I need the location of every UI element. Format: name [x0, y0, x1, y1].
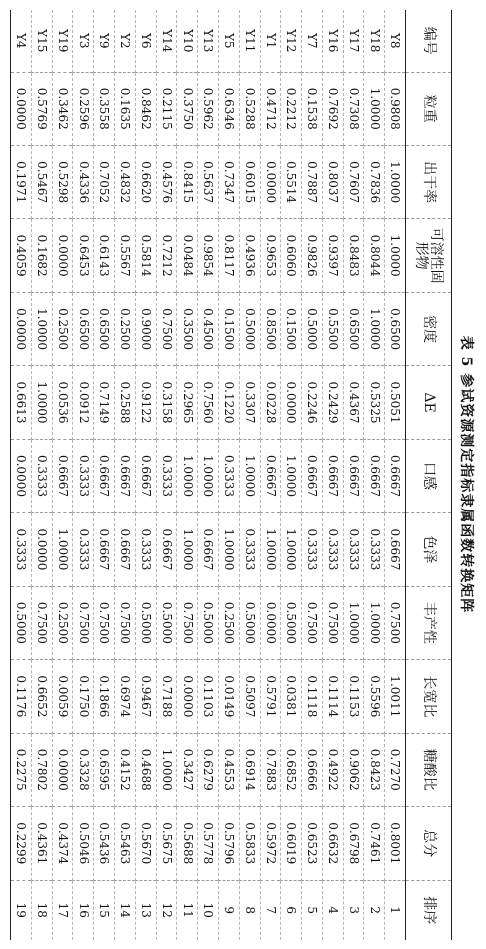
table-cell: 0.5637 — [198, 145, 219, 218]
table-row — [94, 10, 115, 940]
table-cell: 0.7500 — [302, 586, 323, 659]
table-cell: 0.3333 — [302, 513, 323, 586]
table-cell: 0.6500 — [385, 292, 406, 365]
table-cell: 0.0000 — [177, 660, 198, 733]
table-row — [52, 10, 73, 940]
table-cell: 0.8423 — [364, 733, 385, 806]
table-row — [260, 10, 281, 940]
table-cell: 0.3500 — [177, 292, 198, 365]
table-cell: 0.5000 — [11, 586, 32, 659]
table-cell: 0.1682 — [31, 219, 52, 292]
header-row — [406, 10, 452, 940]
table-cell: 0.4712 — [260, 72, 281, 145]
table-row — [343, 10, 364, 940]
table-cell: 0.0381 — [281, 660, 302, 733]
table-cell: 0.4152 — [115, 733, 136, 806]
table-row — [156, 10, 177, 940]
table-cell: 0.4361 — [31, 807, 52, 880]
table-cell: 0.0059 — [52, 660, 73, 733]
table-cell: 1.0000 — [364, 586, 385, 659]
table-cell: 0.7607 — [343, 145, 364, 218]
table-cell: 0.2212 — [281, 72, 302, 145]
column-header: 排序 — [406, 880, 452, 940]
table-cell: 0.7270 — [385, 733, 406, 806]
table-cell: 18 — [31, 880, 52, 940]
table-cell: 0.6500 — [343, 292, 364, 365]
table-cell: 2 — [364, 880, 385, 940]
table-cell: 0.7887 — [302, 145, 323, 218]
table-row — [31, 10, 52, 940]
table-cell: 0.6852 — [281, 733, 302, 806]
table-row — [115, 10, 136, 940]
table-cell: 0.3158 — [156, 366, 177, 439]
table-cell: 0.4688 — [135, 733, 156, 806]
table-cell: 0.3333 — [135, 513, 156, 586]
row-label: Y1 — [260, 10, 281, 72]
table-cell: 0.2596 — [73, 72, 94, 145]
table-cell: 13 — [135, 880, 156, 940]
table-cell: 0.5467 — [31, 145, 52, 218]
table-cell: 0.3558 — [94, 72, 115, 145]
table-cell: 1.0000 — [385, 219, 406, 292]
table-cell: 17 — [52, 880, 73, 940]
table-cell: 0.4336 — [73, 145, 94, 218]
table-cell: 0.3328 — [73, 733, 94, 806]
table-cell: 0.6620 — [135, 145, 156, 218]
table-cell: 0.9397 — [322, 219, 343, 292]
table-cell: 3 — [343, 880, 364, 940]
table-cell: 0.8462 — [135, 72, 156, 145]
table-cell: 0.6279 — [198, 733, 219, 806]
table-cell: 0.1220 — [218, 366, 239, 439]
table-cell: 10 — [198, 880, 219, 940]
table-cell: 0.4374 — [52, 807, 73, 880]
table-cell: 1.0000 — [156, 733, 177, 806]
row-label: Y7 — [302, 10, 323, 72]
table-cell: 19 — [11, 880, 32, 940]
table-cell: 0.7500 — [73, 586, 94, 659]
table-cell: 0.6019 — [281, 807, 302, 880]
table-cell: 0.6667 — [343, 439, 364, 512]
table-cell: 0.6523 — [302, 807, 323, 880]
table-cell: 0.4576 — [156, 145, 177, 218]
row-label: Y4 — [11, 10, 32, 72]
table-cell: 0.7149 — [94, 366, 115, 439]
table-cell: 0.7052 — [94, 145, 115, 218]
table-cell: 0.9826 — [302, 219, 323, 292]
table-cell: 0.1153 — [343, 660, 364, 733]
table-cell: 0.5000 — [198, 586, 219, 659]
table-cell: 0.2115 — [156, 72, 177, 145]
table-cell: 0.0912 — [73, 366, 94, 439]
table-cell: 0.0000 — [52, 733, 73, 806]
table-row — [302, 10, 323, 940]
column-header: 可溶性固形物 — [406, 219, 452, 292]
table-cell: 0.5463 — [115, 807, 136, 880]
table-cell: 0.8500 — [260, 292, 281, 365]
table-cell: 1.0000 — [31, 292, 52, 365]
table-cell: 0.7308 — [343, 72, 364, 145]
column-header: 丰产性 — [406, 586, 452, 659]
table-cell: 0.5778 — [198, 807, 219, 880]
table-cell: 0.0000 — [52, 219, 73, 292]
row-label: Y8 — [385, 10, 406, 72]
table-cell: 1.0011 — [385, 660, 406, 733]
table-cell: 0.6015 — [239, 145, 260, 218]
table-caption: 表 5 参试资源测定指标隶属函数转换矩阵 — [458, 335, 474, 614]
table-cell: 0.9808 — [385, 72, 406, 145]
table-cell: 0.9467 — [135, 660, 156, 733]
table-row — [385, 10, 406, 940]
table-cell: 0.5670 — [135, 807, 156, 880]
table-cell: 0.5000 — [239, 292, 260, 365]
table-cell: 0.3333 — [364, 513, 385, 586]
table-cell: 0.2275 — [11, 733, 32, 806]
table-row — [177, 10, 198, 940]
table-cell: 0.3427 — [177, 733, 198, 806]
table-cell: 0.7500 — [177, 586, 198, 659]
table-cell: 0.4367 — [343, 366, 364, 439]
table-cell: 0.1114 — [322, 660, 343, 733]
row-label: Y3 — [73, 10, 94, 72]
column-header: 出干率 — [406, 145, 452, 218]
table-cell: 0.0000 — [260, 586, 281, 659]
table-cell: 1.0000 — [260, 513, 281, 586]
table-cell: 0.7500 — [115, 586, 136, 659]
table-cell: 0.2500 — [52, 586, 73, 659]
table-cell: 0.0000 — [11, 72, 32, 145]
table-cell: 0.8001 — [385, 807, 406, 880]
table-cell: 0.7212 — [156, 219, 177, 292]
row-label: Y11 — [239, 10, 260, 72]
column-header: 口感 — [406, 439, 452, 512]
table-cell: 0.6652 — [31, 660, 52, 733]
table-cell: 0.5046 — [73, 807, 94, 880]
table-cell: 0.1866 — [94, 660, 115, 733]
table-cell: 0.8483 — [343, 219, 364, 292]
row-label: Y14 — [156, 10, 177, 72]
table-cell: 0.5972 — [260, 807, 281, 880]
table-cell: 0.5000 — [302, 292, 323, 365]
table-cell: 0.5791 — [260, 660, 281, 733]
column-header: 粒重 — [406, 72, 452, 145]
table-cell: 0.7347 — [218, 145, 239, 218]
table-cell: 0.9854 — [198, 219, 219, 292]
table-cell: 0.1750 — [73, 660, 94, 733]
table-cell: 0.3333 — [156, 439, 177, 512]
table-body — [11, 10, 452, 940]
table-cell: 0.8117 — [218, 219, 239, 292]
table-cell: 0.7500 — [385, 586, 406, 659]
table-cell: 8 — [239, 880, 260, 940]
table-cell: 0.8044 — [364, 219, 385, 292]
table-cell: 0.6667 — [135, 439, 156, 512]
table-cell: 0.6667 — [302, 439, 323, 512]
table-cell: 0.3333 — [239, 513, 260, 586]
table-cell: 0.5596 — [364, 660, 385, 733]
table-cell: 0.0536 — [52, 366, 73, 439]
table-cell: 0.9122 — [135, 366, 156, 439]
table-cell: 0.0000 — [260, 145, 281, 218]
table-cell: 0.7836 — [364, 145, 385, 218]
table-cell: 0.5097 — [239, 660, 260, 733]
table-cell: 0.1500 — [218, 292, 239, 365]
column-header: 长宽比 — [406, 660, 452, 733]
table-cell: 0.6632 — [322, 807, 343, 880]
table-cell: 0.6453 — [73, 219, 94, 292]
column-header: 密度 — [406, 292, 452, 365]
table-cell: 0.3462 — [52, 72, 73, 145]
table-row — [364, 10, 385, 940]
table-row — [218, 10, 239, 940]
table-cell: 1.0000 — [198, 439, 219, 512]
table-cell: 14 — [115, 880, 136, 940]
table-cell: 1.0000 — [385, 145, 406, 218]
table-cell: 1.0000 — [343, 586, 364, 659]
row-label: Y9 — [94, 10, 115, 72]
table-cell: 0.5000 — [281, 586, 302, 659]
row-label: Y17 — [343, 10, 364, 72]
table-cell: 0.5436 — [94, 807, 115, 880]
table-cell: 1.0000 — [239, 439, 260, 512]
table-cell: 0.6667 — [52, 439, 73, 512]
table-row — [239, 10, 260, 940]
table-cell: 0.0484 — [177, 219, 198, 292]
table-cell: 1 — [385, 880, 406, 940]
table-cell: 0.7883 — [260, 733, 281, 806]
table-cell: 0.9062 — [343, 733, 364, 806]
table-cell: 0.4059 — [11, 219, 32, 292]
table-cell: 0.5325 — [364, 366, 385, 439]
row-label: Y12 — [281, 10, 302, 72]
table-cell: 11 — [177, 880, 198, 940]
table-cell: 0.4936 — [239, 219, 260, 292]
table-cell: 0.6667 — [260, 439, 281, 512]
table-cell: 0.6613 — [11, 366, 32, 439]
table-cell: 0.7188 — [156, 660, 177, 733]
table-row — [135, 10, 156, 940]
table-cell: 0.1500 — [281, 292, 302, 365]
table-cell: 1.0000 — [364, 292, 385, 365]
table-cell: 1.0000 — [364, 72, 385, 145]
row-label: Y13 — [198, 10, 219, 72]
table-row — [322, 10, 343, 940]
table-cell: 0.7802 — [31, 733, 52, 806]
table-cell: 0.3333 — [322, 513, 343, 586]
table-cell: 0.3333 — [11, 513, 32, 586]
table-cell: 0.1971 — [11, 145, 32, 218]
table-cell: 0.2500 — [52, 292, 73, 365]
table-cell: 0.1635 — [115, 72, 136, 145]
table-cell: 0.1538 — [302, 72, 323, 145]
table-cell: 0.5500 — [322, 292, 343, 365]
table-cell: 0.0149 — [218, 660, 239, 733]
table-cell: 6 — [281, 880, 302, 940]
table-cell: 0.5814 — [135, 219, 156, 292]
membership-function-matrix-table — [10, 10, 452, 940]
table-cell: 1.0000 — [31, 366, 52, 439]
table-cell: 0.1176 — [11, 660, 32, 733]
table-cell: 0.6346 — [218, 72, 239, 145]
column-header: 糖酸比 — [406, 733, 452, 806]
table-cell: 0.6667 — [364, 439, 385, 512]
row-label: Y6 — [135, 10, 156, 72]
table-cell: 1.0000 — [52, 513, 73, 586]
table-cell: 0.7500 — [322, 586, 343, 659]
table-cell: 0.7500 — [94, 586, 115, 659]
table-cell: 0.9653 — [260, 219, 281, 292]
table-cell: 0.6974 — [115, 660, 136, 733]
table-cell: 0.6500 — [94, 292, 115, 365]
table-cell: 0.6595 — [94, 733, 115, 806]
table-cell: 0.6667 — [94, 439, 115, 512]
table-cell: 12 — [156, 880, 177, 940]
table-cell: 15 — [94, 880, 115, 940]
row-label: Y2 — [115, 10, 136, 72]
table-cell: 0.4553 — [218, 733, 239, 806]
row-label: Y10 — [177, 10, 198, 72]
table-cell: 0.2299 — [11, 807, 32, 880]
table-row — [281, 10, 302, 940]
table-cell: 0.5833 — [239, 807, 260, 880]
table-cell: 0.4500 — [198, 292, 219, 365]
table-cell: 0.3333 — [73, 513, 94, 586]
table-cell: 0.6667 — [156, 513, 177, 586]
table-cell: 4 — [322, 880, 343, 940]
column-header: 编号 — [406, 10, 452, 72]
table-cell: 0.6667 — [94, 513, 115, 586]
table-cell: 0.6667 — [198, 513, 219, 586]
table-cell: 0.7692 — [322, 72, 343, 145]
table-cell: 0.7461 — [364, 807, 385, 880]
table-cell: 0.2500 — [115, 292, 136, 365]
table-cell: 0.8037 — [322, 145, 343, 218]
table-cell: 0.0000 — [11, 292, 32, 365]
table-cell: 0.6667 — [385, 439, 406, 512]
table-cell: 0.0000 — [11, 439, 32, 512]
table-cell: 0.3307 — [239, 366, 260, 439]
table-cell: 0.5000 — [135, 586, 156, 659]
table-cell: 0.5000 — [156, 586, 177, 659]
table-cell: 0.9000 — [135, 292, 156, 365]
table-cell: 0.2429 — [322, 366, 343, 439]
table-cell: 0.8415 — [177, 145, 198, 218]
table-row — [198, 10, 219, 940]
table-cell: 1.0000 — [177, 513, 198, 586]
table-cell: 0.6798 — [343, 807, 364, 880]
column-header: 色泽 — [406, 513, 452, 586]
table-cell: 0.5769 — [31, 72, 52, 145]
table-cell: 0.5796 — [218, 807, 239, 880]
table-cell: 0.4922 — [322, 733, 343, 806]
table-cell: 0.3333 — [343, 513, 364, 586]
table-cell: 0.7500 — [31, 586, 52, 659]
table-cell: 0.0228 — [260, 366, 281, 439]
table-cell: 0.6914 — [239, 733, 260, 806]
table-cell: 0.6143 — [94, 219, 115, 292]
table-cell: 0.0000 — [31, 513, 52, 586]
row-label: Y5 — [218, 10, 239, 72]
table-row — [73, 10, 94, 940]
table-cell: 0.2588 — [115, 366, 136, 439]
table-cell: 5 — [302, 880, 323, 940]
table-cell: 0.3333 — [73, 439, 94, 512]
table-cell: 0.5675 — [156, 807, 177, 880]
table-cell: 0.3750 — [177, 72, 198, 145]
table-cell: 0.0000 — [281, 366, 302, 439]
table-cell: 0.2246 — [302, 366, 323, 439]
table-cell: 0.1118 — [302, 660, 323, 733]
table-cell: 1.0000 — [177, 439, 198, 512]
table-cell: 0.5688 — [177, 807, 198, 880]
table-cell: 16 — [73, 880, 94, 940]
table-cell: 0.6666 — [302, 733, 323, 806]
table-row — [11, 10, 32, 940]
table-cell: 0.2965 — [177, 366, 198, 439]
column-header: 总分 — [406, 807, 452, 880]
table-cell: 0.5051 — [385, 366, 406, 439]
table-cell: 0.6667 — [115, 439, 136, 512]
column-header: ΔE — [406, 366, 452, 439]
table-cell: 0.3333 — [31, 439, 52, 512]
table-cell: 0.6667 — [385, 513, 406, 586]
table-cell: 0.6060 — [281, 219, 302, 292]
table-cell: 1.0000 — [281, 439, 302, 512]
table-cell: 0.5298 — [52, 145, 73, 218]
table-cell: 0.5288 — [239, 72, 260, 145]
table-cell: 0.5962 — [198, 72, 219, 145]
table-cell: 0.5514 — [281, 145, 302, 218]
row-label: Y18 — [364, 10, 385, 72]
table-cell: 0.5567 — [115, 219, 136, 292]
table-cell: 0.3333 — [218, 439, 239, 512]
row-label: Y16 — [322, 10, 343, 72]
row-label: Y15 — [31, 10, 52, 72]
table-cell: 0.6667 — [115, 513, 136, 586]
table-cell: 0.4832 — [115, 145, 136, 218]
table-cell: 0.2500 — [218, 586, 239, 659]
table-cell: 1.0000 — [281, 513, 302, 586]
row-label: Y19 — [52, 10, 73, 72]
table-cell: 0.7500 — [156, 292, 177, 365]
table-cell: 0.6500 — [73, 292, 94, 365]
table-cell: 9 — [218, 880, 239, 940]
table-cell: 0.1103 — [198, 660, 219, 733]
table-cell: 0.7560 — [198, 366, 219, 439]
table-cell: 7 — [260, 880, 281, 940]
table-cell: 0.5000 — [239, 586, 260, 659]
table-cell: 1.0000 — [218, 513, 239, 586]
table-cell: 0.6667 — [322, 439, 343, 512]
